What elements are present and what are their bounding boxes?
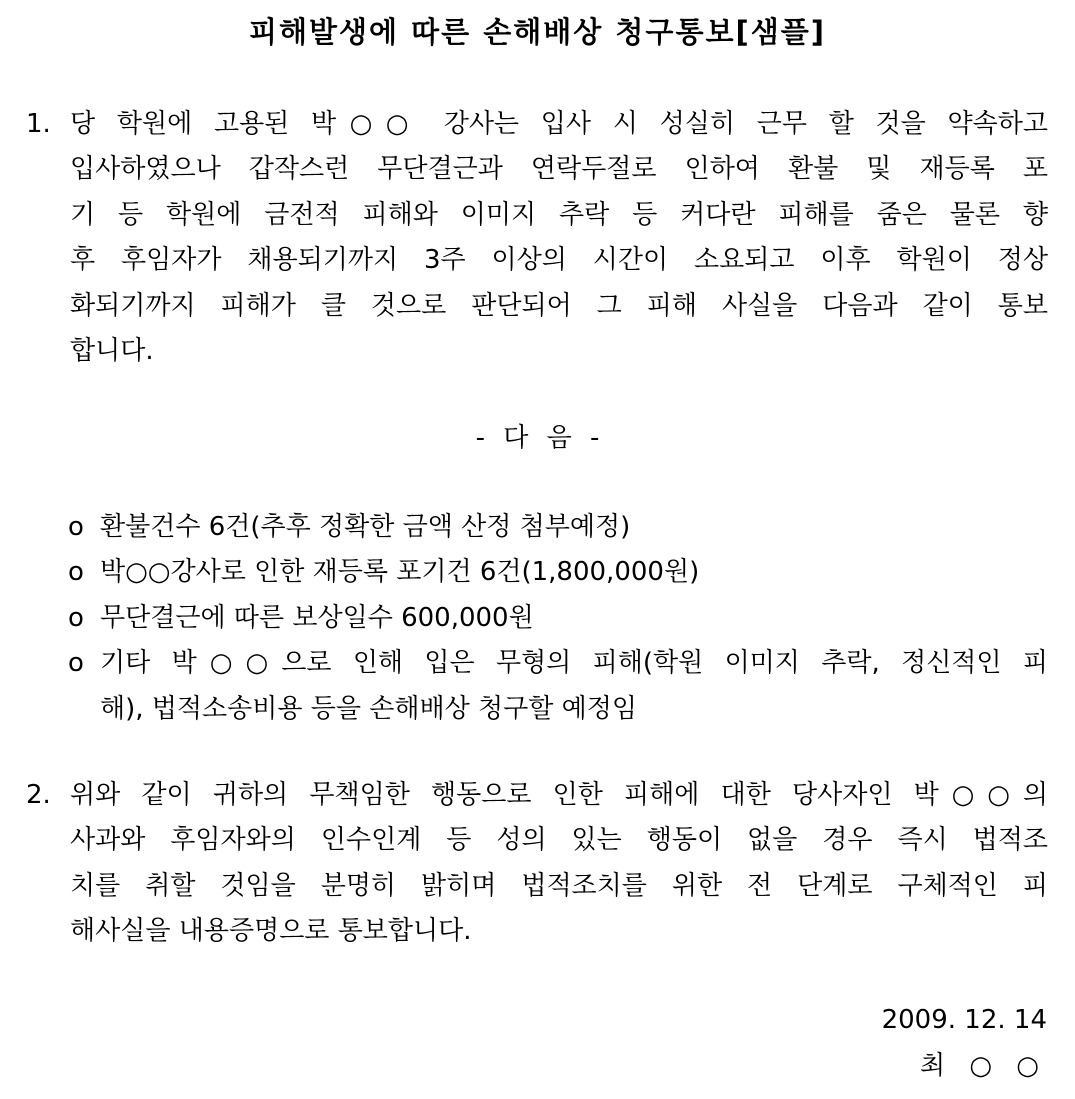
section-2-line: 해사실을 내용증명으로 통보합니다. (70, 916, 472, 947)
list-item-text: 무단결근에 따른 보상일수 600,000원 (100, 602, 534, 633)
list-item (68, 550, 1048, 595)
list-item-text: 박○○강사로 인한 재등록 포기건 6건(1,800,000원) (100, 557, 700, 588)
section-1-line: 기 등 학원에 금전적 피해와 이미지 추락 등 커다란 피해를 줌은 물론 향 (70, 199, 1048, 230)
section-2-line: 위와 같이 귀하의 무책임한 행동으로 인한 피해에 대한 당사자인 박○○의 (70, 780, 1048, 810)
signer-name: 최 ○ ○ (919, 1051, 1047, 1081)
section-1-line: 화되기까지 피해가 클 것으로 판단되어 그 피해 사실을 다음과 같이 통보 (70, 290, 1048, 321)
list-item-text: 기타 박○○으로 인해 입은 무형의 피해(학원 이미지 추락, 정신적인 피 (100, 648, 1048, 679)
list-item-text: 해), 법적소송비용 등을 손해배상 청구할 예정임 (100, 693, 637, 724)
bullet-marker: o (68, 602, 84, 633)
section-1-number: 1. (26, 109, 51, 139)
list-item (68, 505, 1048, 550)
section-1-line: 입사하였으나 갑작스런 무단결근과 연락두절로 인하여 환불 및 재등록 포 (70, 154, 1048, 185)
bullet-marker: o (68, 557, 84, 588)
list-item (68, 596, 1048, 641)
document-date: 2009. 12. 14 (881, 1005, 1047, 1035)
list-item (68, 641, 1048, 732)
list-item-text: 환불건수 6건(추후 정확한 금액 산정 첨부예정) (100, 512, 631, 542)
document-title: 피해발생에 따른 손해배상 청구통보[샘플] (248, 15, 827, 49)
section-1-line: 후 후임자가 채용되기까지 3주 이상의 시간이 소요되고 이후 학원이 정상 (70, 245, 1048, 276)
section-heading: - 다 음 - (475, 423, 600, 453)
section-1-line: 당 학원에 고용된 박○○ 강사는 입사 시 성실히 근무 할 것을 약속하고 (70, 109, 1048, 139)
section-2-line: 사과와 후임자와의 인수인계 등 성의 있는 행동이 없을 경우 즉시 법적조 (70, 825, 1048, 856)
bullet-marker: o (68, 648, 84, 679)
damage-list (68, 505, 1048, 732)
section-2-number: 2. (26, 780, 51, 810)
section-1 (26, 102, 1048, 374)
section-2-line: 치를 취할 것임을 분명히 밝히며 법적조치를 위한 전 단계로 구체적인 피 (70, 870, 1048, 901)
section-2 (26, 773, 1048, 955)
bullet-marker: o (68, 512, 84, 542)
section-1-line: 합니다. (70, 336, 154, 367)
